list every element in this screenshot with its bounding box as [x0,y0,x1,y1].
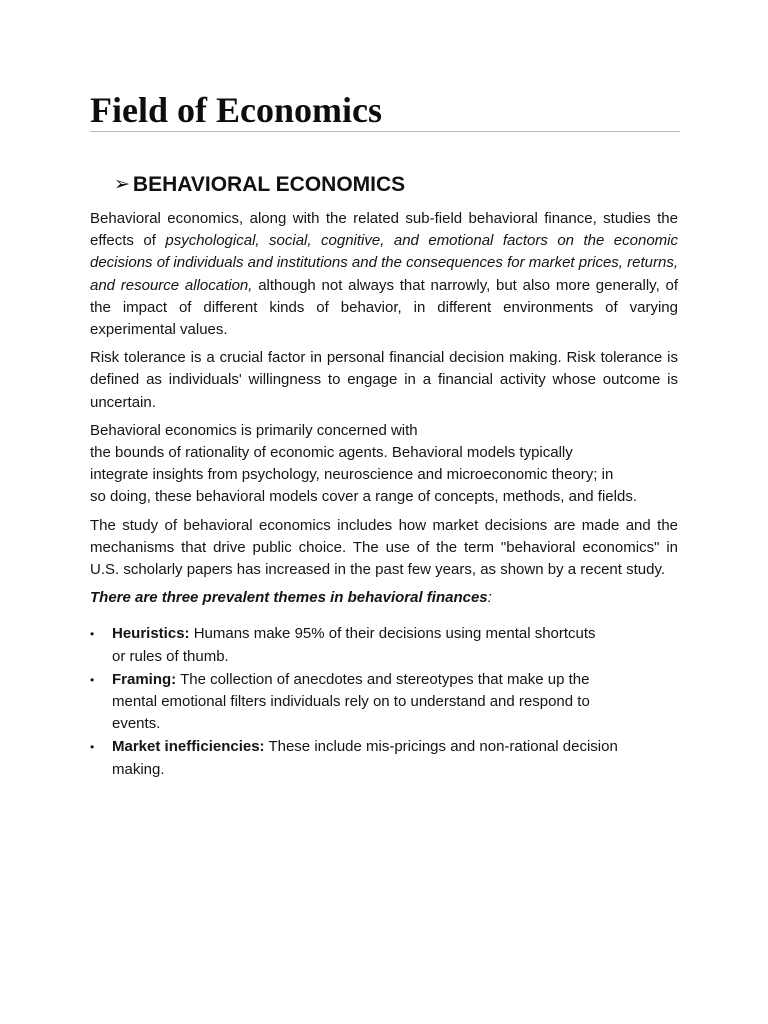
paragraph-study: The study of behavioral economics includes how market decisions are made and the mechanisms that drive public choice. The use of the term "behavioral economics" in U.S. scholarly papers has increased in the past few years, as shown by a recent study. [90,516,678,579]
section-heading-text: BEHAVIORAL ECONOMICS [132,173,406,196]
list-item [90,623,678,667]
list-item [90,669,678,736]
paragraph-rationality [90,420,678,509]
theme-text: These include mis-pricings and non-rational decision [264,738,618,756]
paragraph-rationality-line3: integrate insights from psychology, neuroscience and microeconomic theory; in [90,466,614,484]
paragraph-definition [90,208,678,341]
paragraph-risk-tolerance: Risk tolerance is a crucial factor in personal financial decision making. Risk tolerance is defined as individuals' willingness to engage in a financial activity whose outcome is uncertain. [90,349,678,411]
page-title: Field of Economics [90,90,382,130]
paragraph-rationality-line2: the bounds of rationality of economic agents. Behavioral models typically [90,444,573,462]
theme-text-continued: events. [112,715,161,733]
paragraph-definition-italic: psychological, social, cognitive, and emotional factors on the economic decisions of individuals and institutions and the consequences for market prices, returns, and resource allocation, [90,232,678,294]
theme-term: Market inefficiencies: [112,738,265,756]
list-item [90,736,678,780]
theme-term: Heuristics: [112,625,190,643]
themes-intro [90,587,678,609]
theme-text-continued: or rules of thumb. [112,647,229,665]
paragraph-definition-part1: Behavioral economics, along with the related sub-field behavioral finance, studies the effects of [90,210,678,250]
bullet-icon: • [90,627,95,642]
themes-intro-text: There are three prevalent themes in behavioral finances [90,589,488,607]
theme-term: Framing: [112,670,177,688]
theme-text-continued: mental emotional filters individuals rely on to understand and respond to [112,693,590,711]
bullet-icon: • [90,672,95,687]
theme-text: Humans make 95% of their decisions using mental shortcuts [189,625,596,643]
themes-intro-colon: : [487,589,492,607]
paragraph-rationality-line4: so doing, these behavioral models cover a range of concepts, methods, and fields. [90,488,637,506]
section-heading [114,170,405,200]
theme-text-continued: making. [112,760,165,778]
bullet-icon: • [90,740,95,755]
theme-text: The collection of anecdotes and stereotypes that make up the [176,670,590,688]
title-divider [90,131,680,132]
themes-list [90,623,678,780]
paragraph-definition-part2: although not always that narrowly, but also more generally, of the impact of different kinds of behavior, in different environments of varying experimental values. [90,276,679,339]
body-content [90,208,678,782]
arrow-bullet-icon: ➢ [114,174,130,195]
paragraph-rationality-line1: Behavioral economics is primarily concerned with [90,421,418,439]
